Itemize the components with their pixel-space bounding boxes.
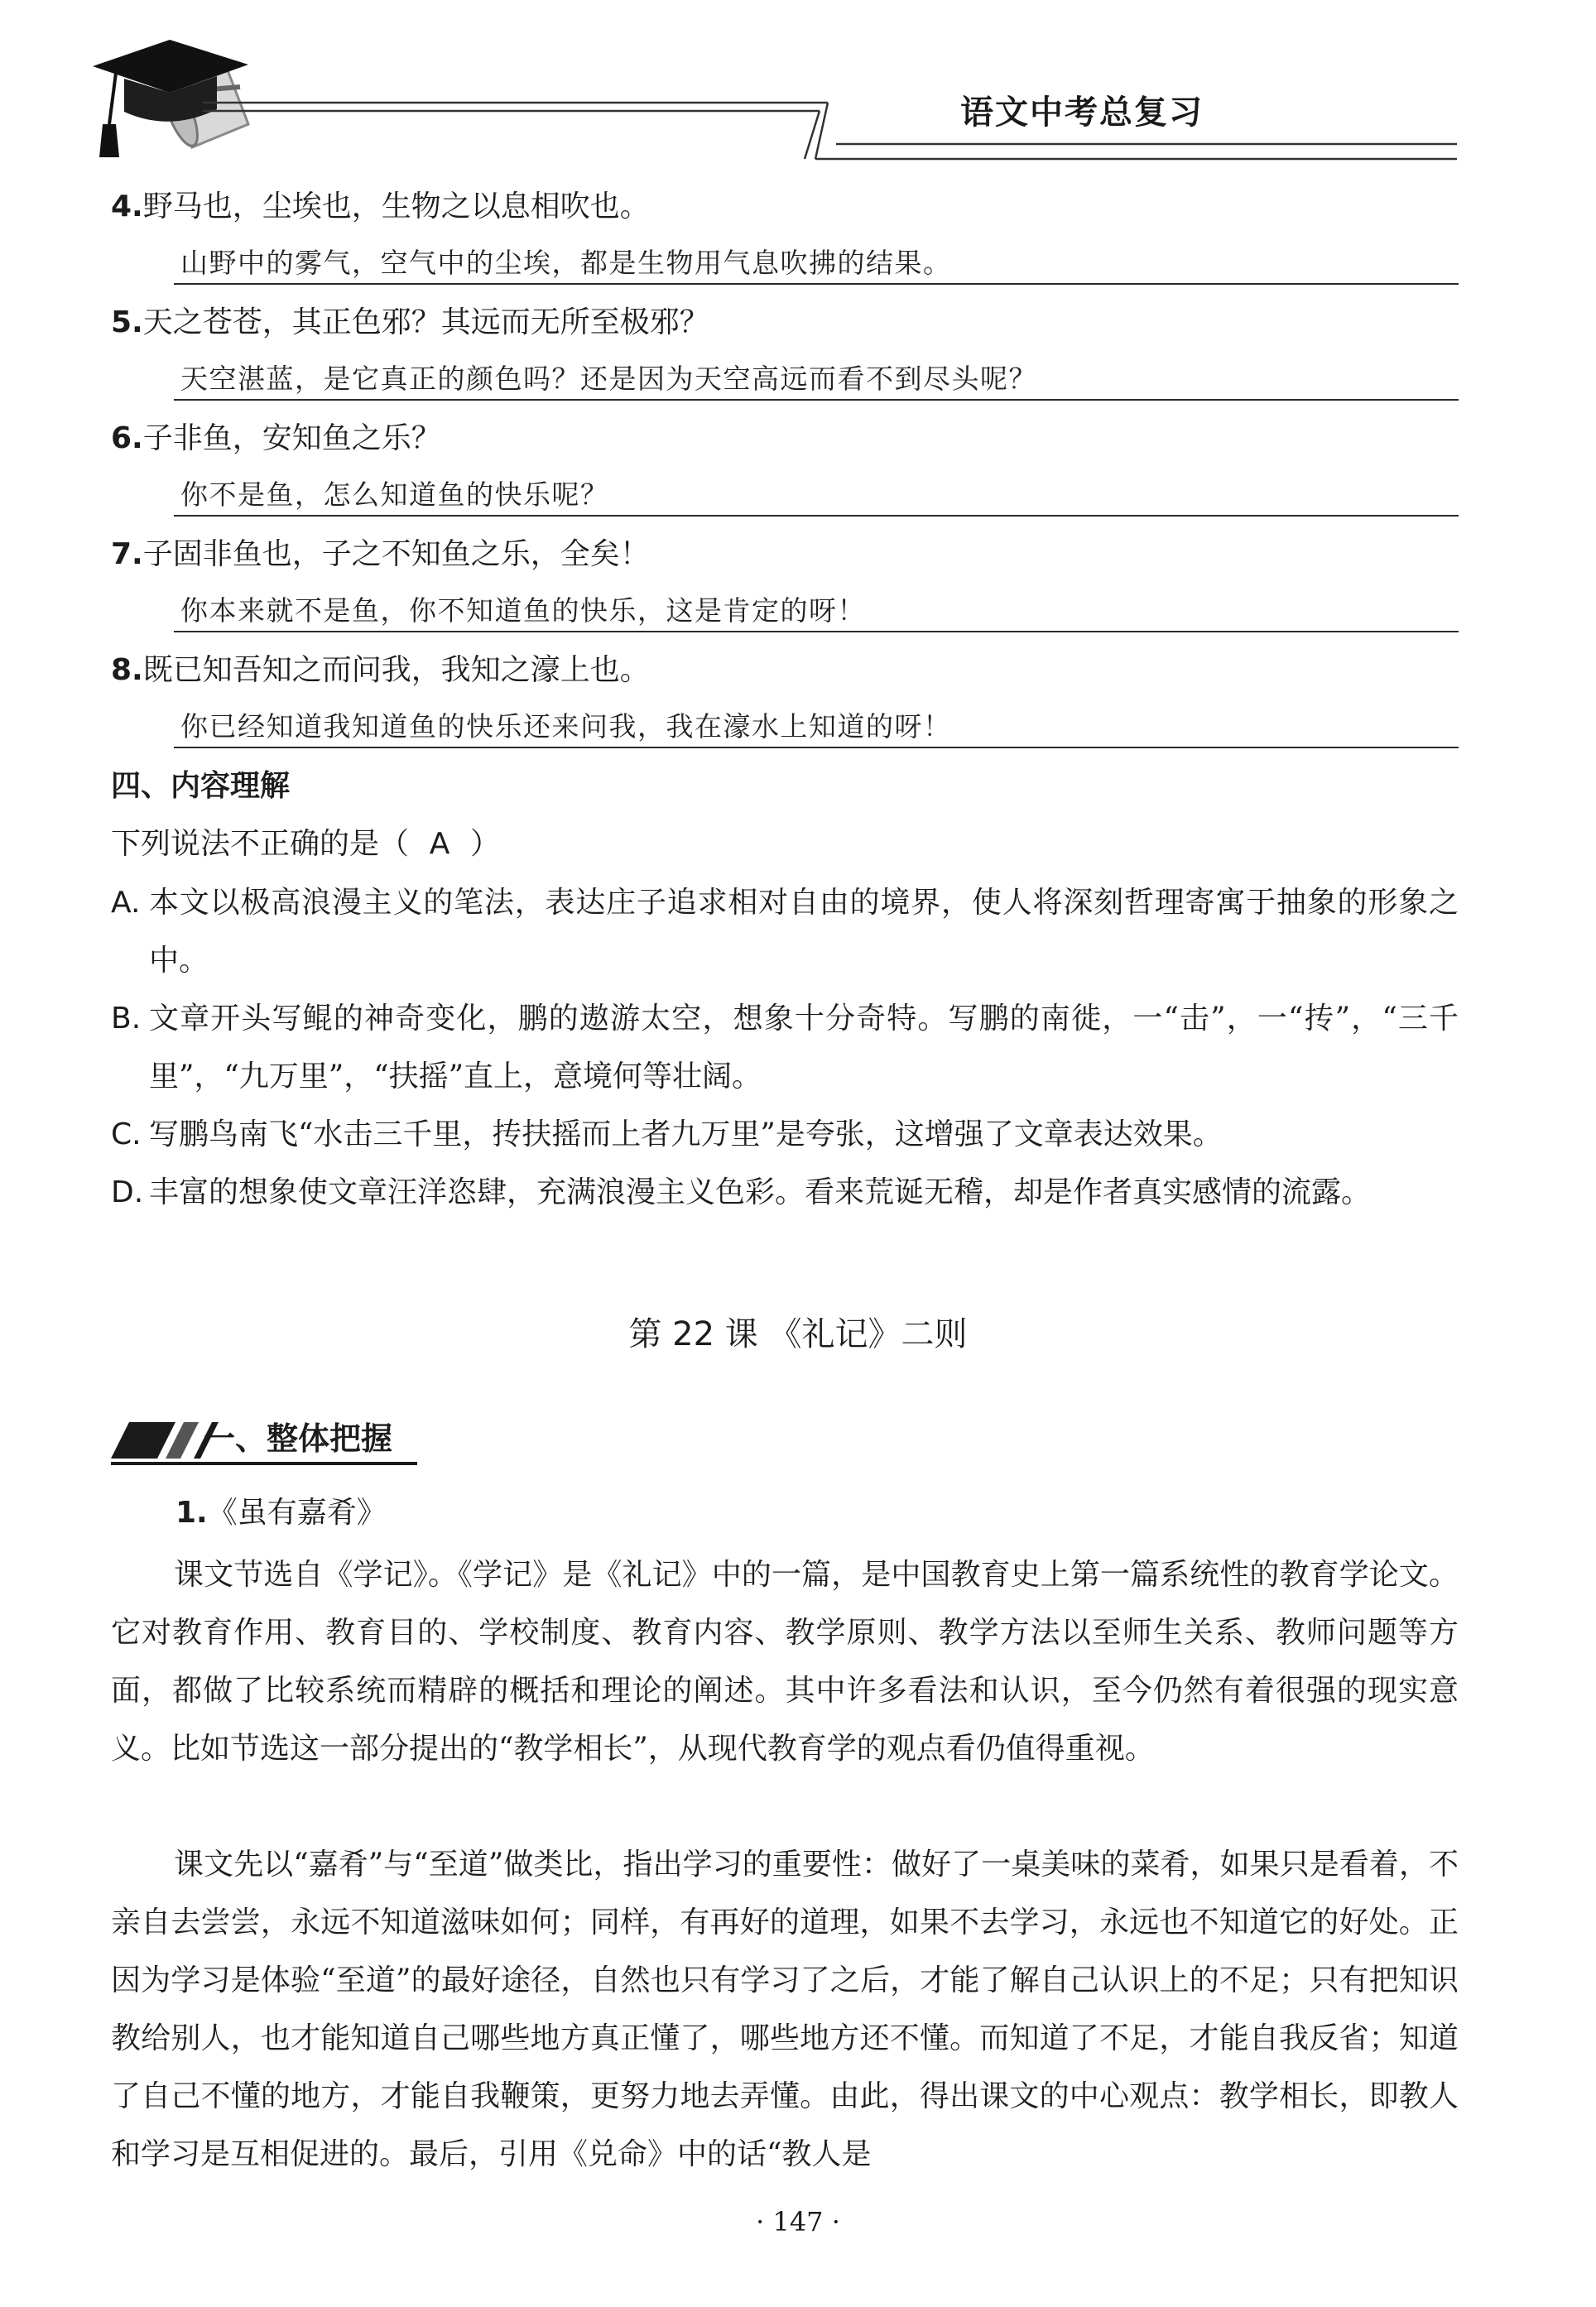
multiple-choice-prompt xyxy=(111,826,500,863)
question-text: 既已知吾知之而问我，我知之濠上也。 xyxy=(142,653,650,687)
lesson-title: 第 22 课 《礼记》二则 xyxy=(628,1315,968,1353)
section-heading: 四、内容理解 xyxy=(111,769,291,803)
lesson-paragraph-2: 课文先以“嘉肴”与“至道”做类比，指出学习的重要性：做好了一桌美味的菜肴，如果只是看着，不亲自去尝尝，永远不知道滋味如何；同样，有再好的道理，如果不去学习，永远也不知道它的好处。正因为学习是体验“至道”的最好途径，自然也只有学习了之后，才能了解自己认识上的不足；只有把知识教给别人，也才能知道自己哪些地方真正懂了，哪些地方还不懂。而知道了不足，才能自我反省；知道了自己不懂的地方，才能自我鞭策，更努力地去弄懂。由此，得出课文的中心观点：教学相长，即教人和学习是互相促进的。最后，引用《兑命》中的话“教人是 xyxy=(111,1848,1459,2171)
page-number: · 147 · xyxy=(756,2206,840,2237)
answer-4: 山野中的雾气，空气中的尘埃，都是生物用气息吹拂的结果。 xyxy=(180,247,952,279)
option-label: C. xyxy=(111,1117,142,1151)
prompt-close: ） xyxy=(470,827,501,861)
answer-line xyxy=(174,283,1459,285)
question-text: 子固非鱼也，子之不知鱼之乐，全矣！ xyxy=(142,537,650,571)
option-label: B. xyxy=(111,1002,142,1036)
answer-line xyxy=(174,515,1459,517)
sub-heading xyxy=(175,1495,387,1531)
prompt-text: 下列说法不正确的是（ xyxy=(111,827,410,861)
question-7 xyxy=(111,536,650,573)
header-decoration xyxy=(0,0,1596,166)
option-b xyxy=(111,990,1459,1106)
question-5 xyxy=(111,305,709,341)
question-4 xyxy=(111,189,650,225)
section-label: 一、整体把握 xyxy=(204,1420,393,1457)
handwritten-answer: A xyxy=(429,827,450,861)
option-label: A. xyxy=(111,886,141,920)
question-text: 野马也，尘埃也，生物之以息相吹也。 xyxy=(142,190,650,223)
question-text: 子非鱼，安知鱼之乐？ xyxy=(142,421,441,455)
option-a xyxy=(111,874,1459,990)
answer-line xyxy=(174,399,1459,401)
lesson-paragraph-1: 课文节选自《学记》。《学记》是《礼记》中的一篇，是中国教育史上第一篇系统性的教育学论文。它对教育作用、教育目的、学校制度、教育内容、教学原则、教学方法以至师生关系、教师问题等方面，都做了比较系统而精辟的概括和理论的阐述。其中许多看法和认识，至今仍然有着很强的现实意义。比如节选这一部分提出的“教学相长”，从现代教育学的观点看仍值得重视。 xyxy=(111,1558,1459,1766)
question-number: 8. xyxy=(111,653,143,687)
option-label: D. xyxy=(111,1175,144,1209)
question-number: 4. xyxy=(111,190,143,223)
question-number: 5. xyxy=(111,305,143,339)
page-header xyxy=(0,0,1596,166)
sub-heading-number: 1. xyxy=(175,1496,208,1530)
answer-6: 你不是鱼，怎么知道鱼的快乐呢？ xyxy=(180,478,609,511)
question-number: 6. xyxy=(111,421,143,455)
answer-7: 你本来就不是鱼，你不知道鱼的快乐，这是肯定的呀！ xyxy=(180,594,866,627)
option-text: 写鹏鸟南飞“水击三千里，抟扶摇而上者九万里”是夸张，这增强了文章表达效果。 xyxy=(149,1117,1223,1151)
option-text: 文章开头写鲲的神奇变化，鹏的遨游太空，想象十分奇特。写鹏的南徙，一“击”，一“抟”，“三千里”，“九万里”，“扶摇”直上，意境何等壮阔。 xyxy=(149,1002,1459,1093)
answer-5: 天空湛蓝，是它真正的颜色吗？还是因为天空高远而看不到尽头呢？ xyxy=(180,363,1037,395)
question-6 xyxy=(111,421,441,457)
option-text: 丰富的想象使文章汪洋恣肆，充满浪漫主义色彩。看来荒诞无稽，却是作者真实感情的流露。 xyxy=(149,1175,1372,1209)
sub-heading-title: 《虽有嘉肴》 xyxy=(207,1496,387,1530)
option-text: 本文以极高浪漫主义的笔法，表达庄子追求相对自由的境界，使人将深刻哲理寄寓于抽象的形象之中。 xyxy=(149,886,1459,978)
header-title: 语文中考总复习 xyxy=(960,93,1204,132)
option-d xyxy=(111,1164,1459,1222)
question-number: 7. xyxy=(111,537,143,571)
option-c xyxy=(111,1106,1459,1164)
answer-line xyxy=(174,747,1459,748)
answer-8: 你已经知道我知道鱼的快乐还来问我，我在濠水上知道的呀！ xyxy=(180,710,952,743)
answer-line xyxy=(174,631,1459,632)
question-8 xyxy=(111,652,650,689)
graduation-cap-diploma-icon xyxy=(93,40,248,157)
question-text: 天之苍苍，其正色邪？其远而无所至极邪？ xyxy=(142,305,709,339)
